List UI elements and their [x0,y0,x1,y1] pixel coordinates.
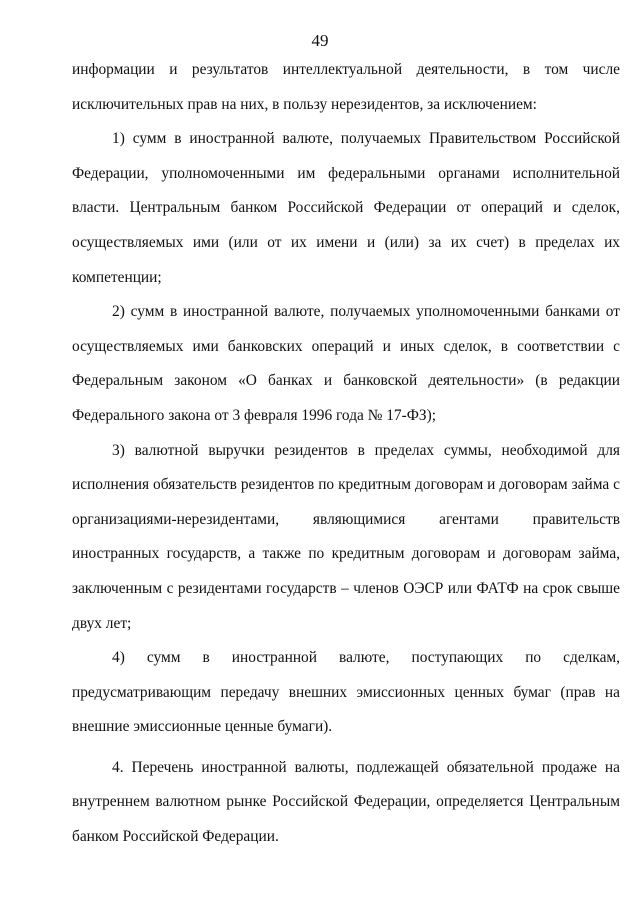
paragraph-item-3: 3) валютной выручки резидентов в пределах суммы, необходимой для исполнения обязательств резидентов по кредитным договорам и договорам займа с организациями-нерезидентами, являющимися агентами правительств иностранных государств, а также по кредитным договорам и договорам займа, заключенным с резидентами государств – членов ОЭСР или ФАТФ на срок свыше двух лет; [72,441,620,632]
paragraph-item-2: 2) сумм в иностранной валюте, получаемых уполномоченными банками от осуществляемых ими банковских операций и иных сделок, в соответствии с Федеральным законом «О банках и банковской деятельности» (в редакции Федерального закона от 3 февраля 1996 года № 17-ФЗ); [72,303,620,424]
paragraph-section-4: 4. Перечень иностранной валюты, подлежащей обязательной продаже на внутреннем валютном рынке Российской Федерации, определяется Центральным банком Российской Федерации. [72,758,620,846]
paragraph-item-4: 4) сумм в иностранной валюте, поступающих по сделкам, предусматривающим передачу внешних эмиссионных ценных бумаг (прав на внешние эмиссионные ценные бумаги). [72,649,620,736]
document-body [72,53,620,855]
page-number: 49 [311,31,329,50]
paragraph-item-1: 1) сумм в иностранной валюте, получаемых Правительством Российской Федерации, уполномоченными им федеральными органами исполнительной власти. Центральным банком Российской Федерации от операций и сделок, осуществляемых ими (или от их имени и (или) за их счет) в пределах их компетенции; [72,130,620,286]
paragraph-continuation: информации и результатов интеллектуальной деятельности, в том числе исключительных прав на них, в пользу нерезидентов, за исключением: [72,61,620,113]
